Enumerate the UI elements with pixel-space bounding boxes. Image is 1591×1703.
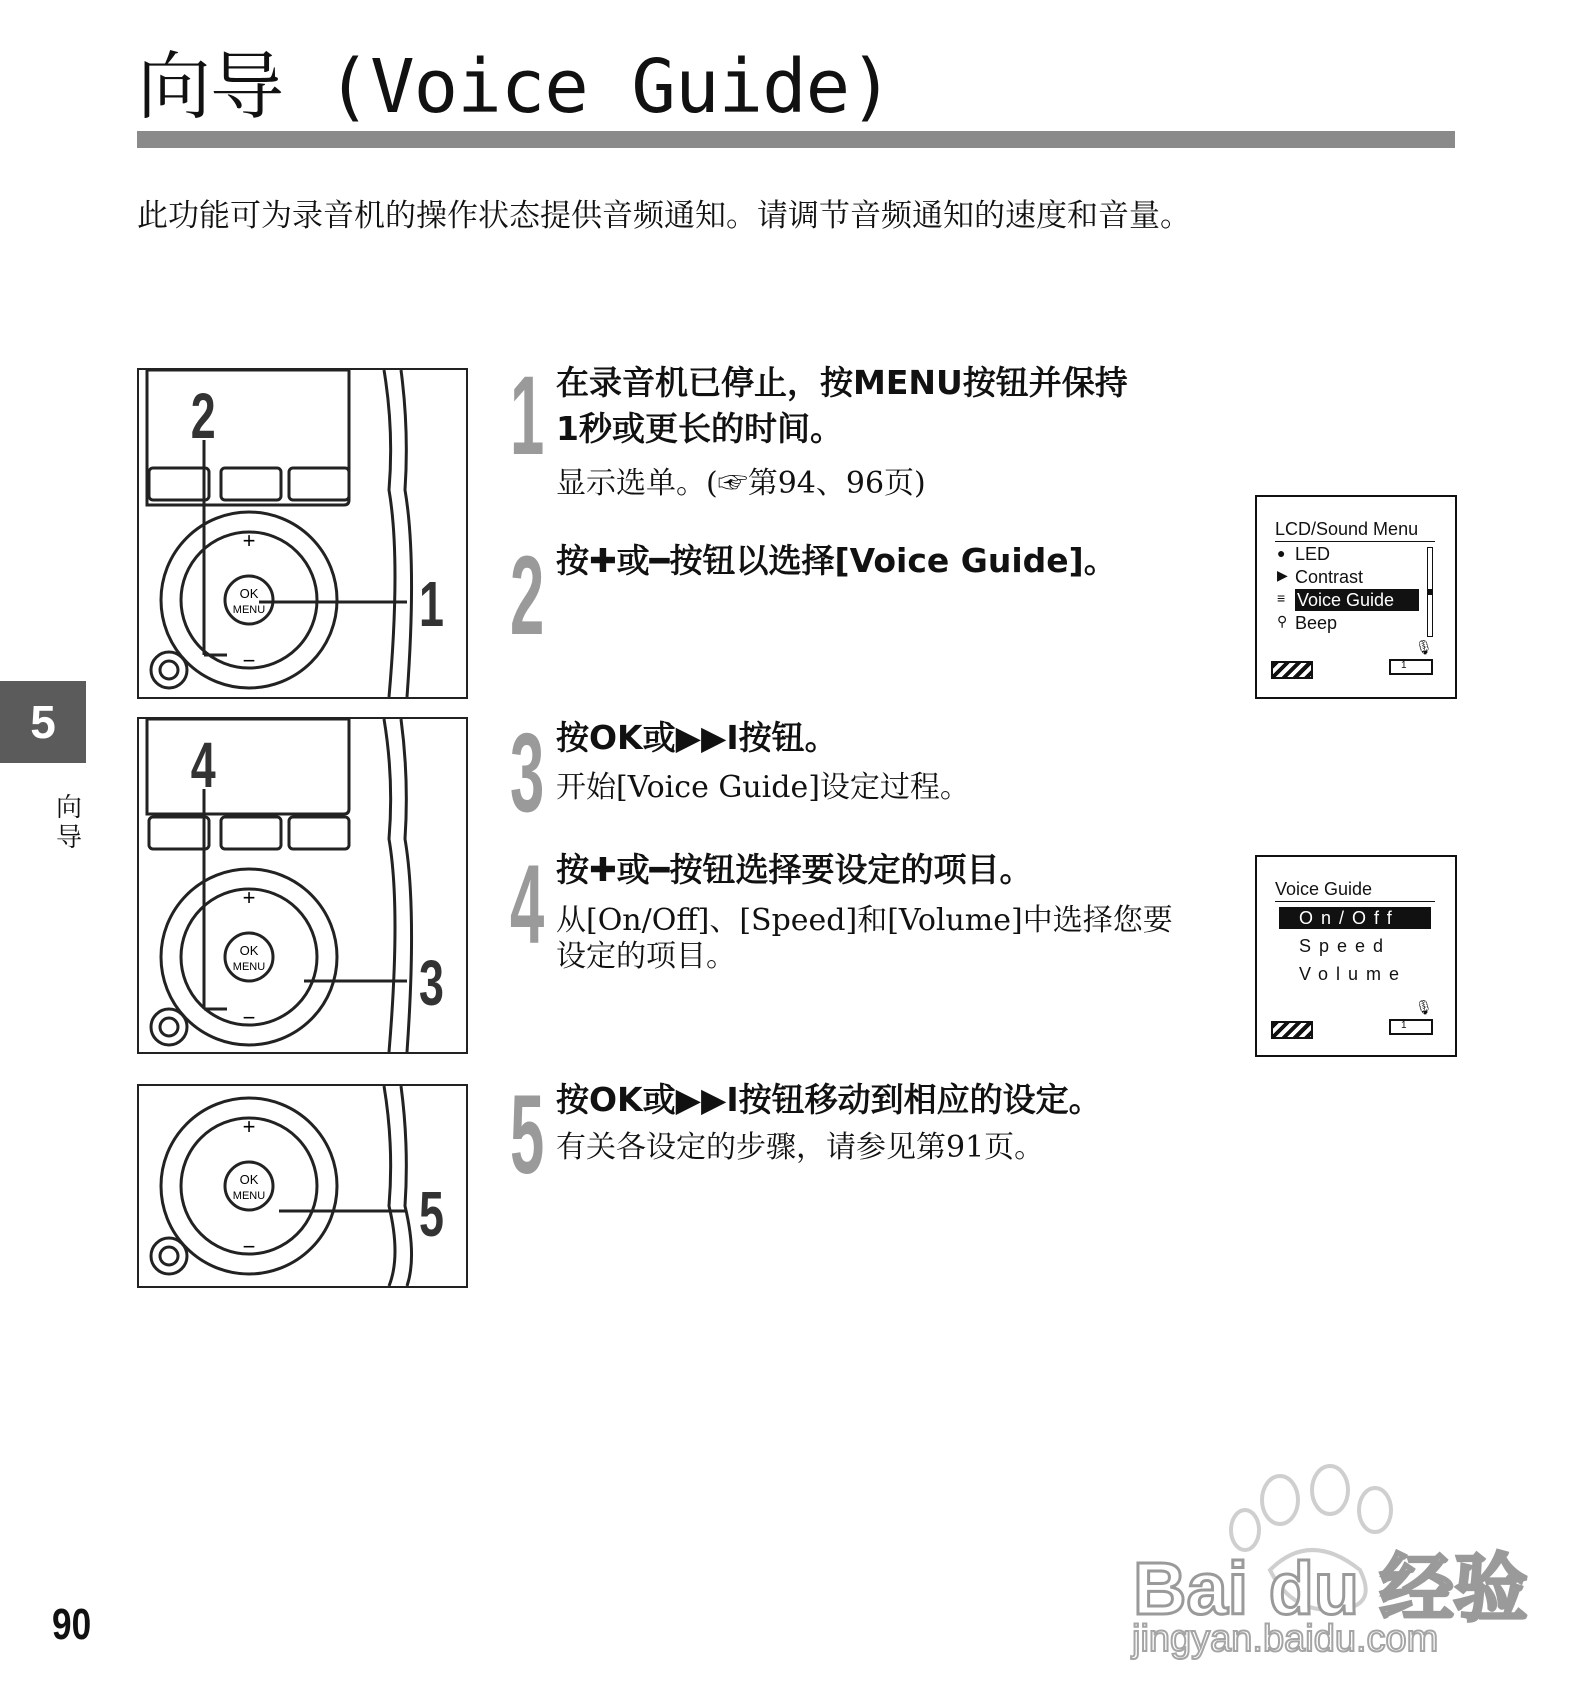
folder-indicator: 1 — [1389, 659, 1433, 675]
callout-1: 1 — [419, 568, 444, 640]
step-4-text-c: 按钮选择要设定的项目。 — [669, 850, 1033, 889]
step-3-instruction — [556, 715, 838, 761]
step-5-number: 5 — [510, 1072, 545, 1197]
step-4-text-a: 按 — [556, 850, 589, 889]
callout-5: 5 — [419, 1178, 444, 1250]
plus-icon: ✚ — [589, 850, 617, 889]
menu-label: MENU — [232, 604, 266, 616]
minus-label: − — [242, 648, 256, 673]
step-2-text-c: 按钮以选择[Voice Guide]。 — [669, 541, 1117, 580]
lcd-title: LCD/Sound Menu — [1275, 519, 1419, 539]
step-5-note: 有关各设定的步骤，请参见第91页。 — [556, 1130, 1045, 1165]
step-4-note — [556, 903, 1173, 975]
menu-label: MENU — [232, 961, 266, 973]
step-3-text-a: 按 — [556, 718, 589, 757]
step-1-instruction — [556, 360, 1128, 452]
ok-button-label: OK — [589, 1080, 643, 1119]
folder-indicator: 1 — [1389, 1019, 1433, 1035]
step-4-note-line2: 设定的项目。 — [556, 939, 736, 974]
lcd-title: Voice Guide — [1275, 879, 1373, 899]
battery-icon — [1271, 661, 1313, 679]
minus-label: − — [242, 1005, 256, 1030]
lcd-screen-voice-guide — [1255, 855, 1457, 1057]
lcd-item: Contrast — [1295, 567, 1364, 587]
ok-label: OK — [239, 1172, 259, 1187]
microphone-icon: 🎙︎ — [1415, 999, 1433, 1015]
lcd-item: Speed — [1299, 936, 1392, 956]
plus-label: + — [242, 1114, 256, 1139]
list-icon: ≡ — [1277, 590, 1286, 606]
intro-text: 此功能可为录音机的操作状态提供音频通知。请调节音频通知的速度和音量。 — [137, 198, 1191, 234]
callout-3: 3 — [419, 947, 444, 1019]
step-4-instruction — [556, 847, 1033, 893]
page-number: 90 — [52, 1600, 92, 1649]
lcd-item: Volume — [1299, 964, 1408, 984]
callout-4: 4 — [190, 729, 216, 801]
step-5-instruction — [556, 1077, 1102, 1123]
step-4-text-b: 或 — [616, 850, 650, 889]
step-1-text-line2: 1秒或更长的时间。 — [556, 409, 843, 448]
tools-icon: ⚲ — [1277, 613, 1288, 629]
step-3-text-c: 按钮。 — [738, 718, 838, 757]
chapter-label: 向导 — [55, 793, 82, 853]
fast-forward-icon: ▶▶I — [675, 718, 739, 757]
watermark-url: jingyan.baidu.com — [1132, 1618, 1439, 1660]
lcd-item-selected: Voice Guide — [1295, 589, 1419, 611]
play-icon: ▶ — [1277, 567, 1288, 583]
minus-label: − — [242, 1234, 256, 1259]
recorder-illustration-3 — [137, 1084, 468, 1288]
step-2-text-b: 或 — [616, 541, 650, 580]
step-5-text-a: 按 — [556, 1080, 589, 1119]
menu-button-label: MENU — [853, 363, 963, 402]
lcd-item-selected: On/Off — [1279, 907, 1431, 929]
minus-icon: ━ — [649, 850, 670, 889]
plus-label: + — [242, 528, 256, 553]
recorder-illustration-2 — [137, 717, 468, 1054]
plus-label: + — [242, 885, 256, 910]
step-2-instruction — [556, 538, 1117, 584]
step-1-number: 1 — [510, 353, 545, 478]
step-2-text-a: 按 — [556, 541, 589, 580]
microphone-icon: 🎙︎ — [1415, 639, 1433, 655]
ok-button-label: OK — [589, 718, 643, 757]
record-icon: ● — [1277, 545, 1286, 561]
ok-label: OK — [239, 586, 259, 601]
callout-2: 2 — [190, 380, 216, 452]
step-1-note: 显示选单。(☞第94、96页) — [556, 466, 926, 501]
step-4-number: 4 — [510, 842, 545, 967]
step-3-note: 开始[Voice Guide]设定过程。 — [556, 770, 970, 805]
step-2-number: 2 — [510, 533, 545, 658]
step-1-text-b: 按钮并保持 — [962, 363, 1128, 402]
page-title: 向导 (Voice Guide) — [137, 44, 893, 130]
ok-label: OK — [239, 943, 259, 958]
fast-forward-icon: ▶▶I — [675, 1080, 739, 1119]
lcd-screen-sound-menu — [1255, 495, 1457, 699]
title-rule — [137, 131, 1455, 148]
recorder-illustration-1 — [137, 368, 468, 699]
chapter-tab: 5 — [0, 681, 86, 763]
step-1-text-a: 在录音机已停止，按 — [556, 363, 853, 402]
step-3-text-b: 或 — [642, 718, 676, 757]
battery-icon — [1271, 1021, 1313, 1039]
step-3-number: 3 — [510, 710, 545, 835]
lcd-item: LED — [1295, 544, 1331, 564]
plus-icon: ✚ — [589, 541, 617, 580]
watermark-brand: Bai du 经验 — [1133, 1547, 1528, 1630]
step-4-note-line1: 从[On/Off]、[Speed]和[Volume]中选择您要 — [556, 903, 1173, 938]
step-5-text-c: 按钮移动到相应的设定。 — [738, 1080, 1102, 1119]
minus-icon: ━ — [649, 541, 670, 580]
menu-label: MENU — [232, 1190, 266, 1202]
lcd-item: Beep — [1295, 613, 1338, 633]
step-5-text-b: 或 — [642, 1080, 676, 1119]
